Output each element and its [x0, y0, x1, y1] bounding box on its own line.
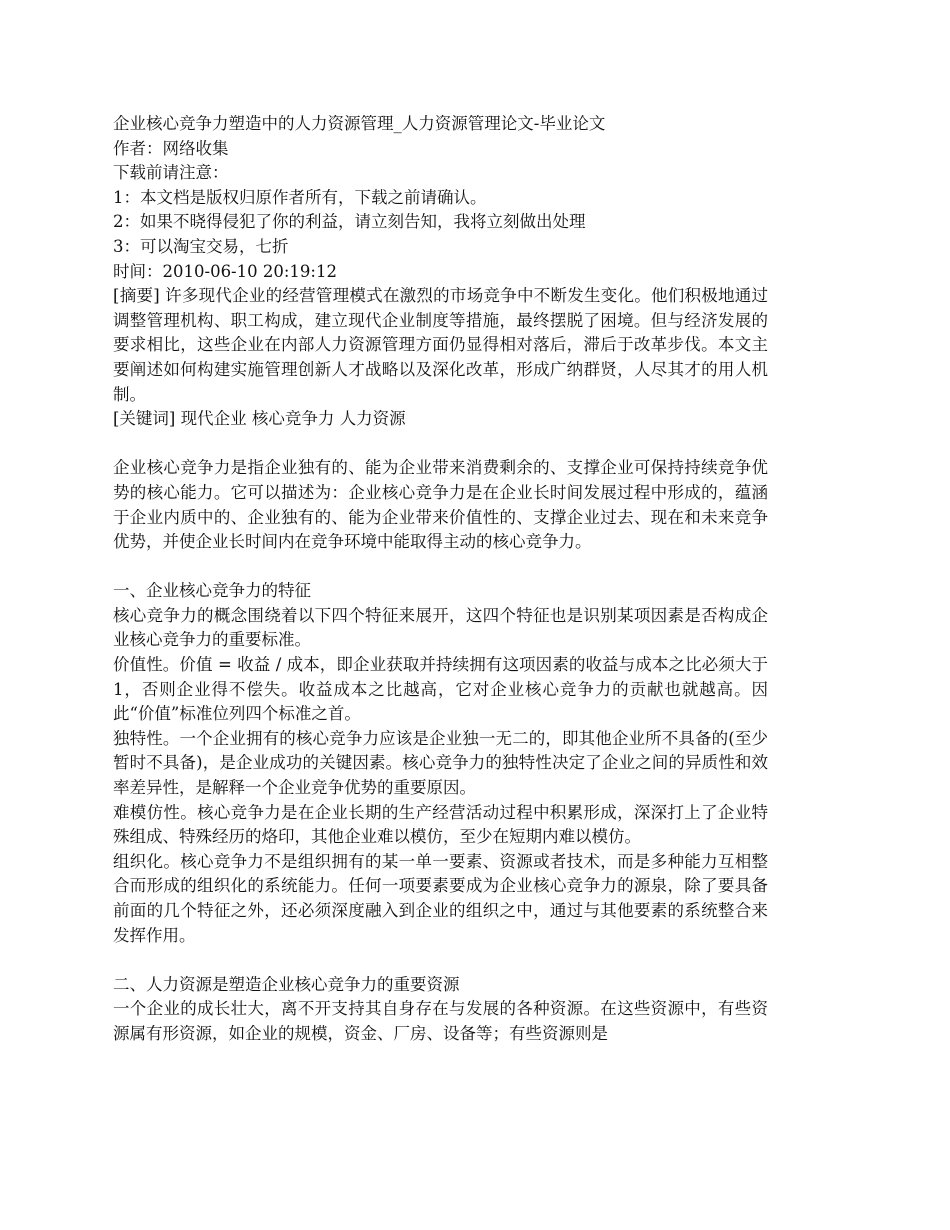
- body-paragraph: 一个企业的成长壮大，离不开支持其自身存在与发展的各种资源。在这些资源中，有些资源属有形资源，如企业的规模，资金、厂房、设备等；有些资源则是: [113, 999, 768, 1043]
- body-paragraph: 价值性。价值 = 收益 / 成本，即企业获取并持续拥有这项因素的收益与成本之比必须大于1，否则企业得不偿失。收益成本之比越高，它对企业核心竞争力的贡献也就越高。因此“价值”标准位列四个标准之首。: [113, 655, 768, 724]
- body-paragraph: 难模仿性。核心竞争力是在企业长期的生产经营活动过程中积累形成，深深打上了企业特殊组成、特殊经历的烙印，其他企业难以模仿，至少在短期内难以模仿。: [113, 802, 768, 847]
- document-page: [113, 112, 768, 1047]
- notice-heading: 下载前请注意：: [113, 163, 229, 183]
- body-paragraph: 核心竞争力的概念围绕着以下四个特征来展开，这四个特征也是识别某项因素是否构成企业核心竞争力的重要标准。: [113, 605, 768, 650]
- timestamp-line: 时间：2010-06-10 20:19:12: [113, 261, 337, 281]
- body-paragraph: 组织化。核心竞争力不是组织拥有的某一单一要素、资源或者技术，而是多种能力互相整合而形成的组织化的系统能力。任何一项要素要成为企业核心竞争力的源泉，除了要具备前面的几个特征之外，还必须深度融入到企业的组织之中，通过与其他要素的系统整合来发挥作用。: [113, 851, 768, 945]
- keywords-line: [关键词] 现代企业 核心竞争力 人力资源: [113, 409, 406, 429]
- notice-item: 3：可以淘宝交易，七折: [113, 236, 289, 256]
- body-paragraph: 独特性。一个企业拥有的核心竞争力应该是企业独一无二的，即其他企业所不具备的(至少暂时不具备)，是企业成功的关键因素。核心竞争力的独特性决定了企业之间的异质性和效率差异性，是解释一个企业竞争优势的重要原因。: [113, 728, 768, 798]
- document-title: 企业核心竞争力塑造中的人力资源管理_人力资源管理论文-毕业论文: [113, 114, 606, 133]
- notice-item: 1：本文档是版权归原作者所有，下载之前请确认。: [113, 187, 487, 207]
- abstract-paragraph: [摘要] 许多现代企业的经营管理模式在激烈的市场竞争中不断发生变化。他们积极地通过调整管理机构、职工构成，建立现代企业制度等措施，最终摆脱了困境。但与经济发展的要求相比，这些企业在内部人力资源管理方面仍显得相对落后，滞后于改革步伐。本文主要阐述如何构建实施管理创新人才战略以及深化改革，形成广纳群贤，人尽其才的用人机制。: [113, 286, 768, 404]
- section-heading: 二、人力资源是塑造企业核心竞争力的重要资源: [113, 974, 460, 994]
- author-line: 作者：网络收集: [113, 138, 229, 158]
- blank-line: [113, 432, 768, 457]
- blank-line: [113, 555, 768, 580]
- notice-item: 2：如果不晓得侵犯了你的利益，请立刻告知，我将立刻做出处理: [113, 212, 586, 232]
- blank-line: [113, 948, 768, 973]
- section-heading: 一、企业核心竞争力的特征: [113, 581, 311, 601]
- intro-paragraph: 企业核心竞争力是指企业独有的、能为企业带来消费剩余的、支撑企业可保持持续竞争优势的核心能力。它可以描述为：企业核心竞争力是在企业长时间发展过程中形成的，蕴涵于企业内质中的、企业独有的、能为企业带来价值性的、支撑企业过去、现在和未来竞争优势，并使企业长时间内在竞争环境中能取得主动的核心竞争力。: [113, 458, 768, 552]
